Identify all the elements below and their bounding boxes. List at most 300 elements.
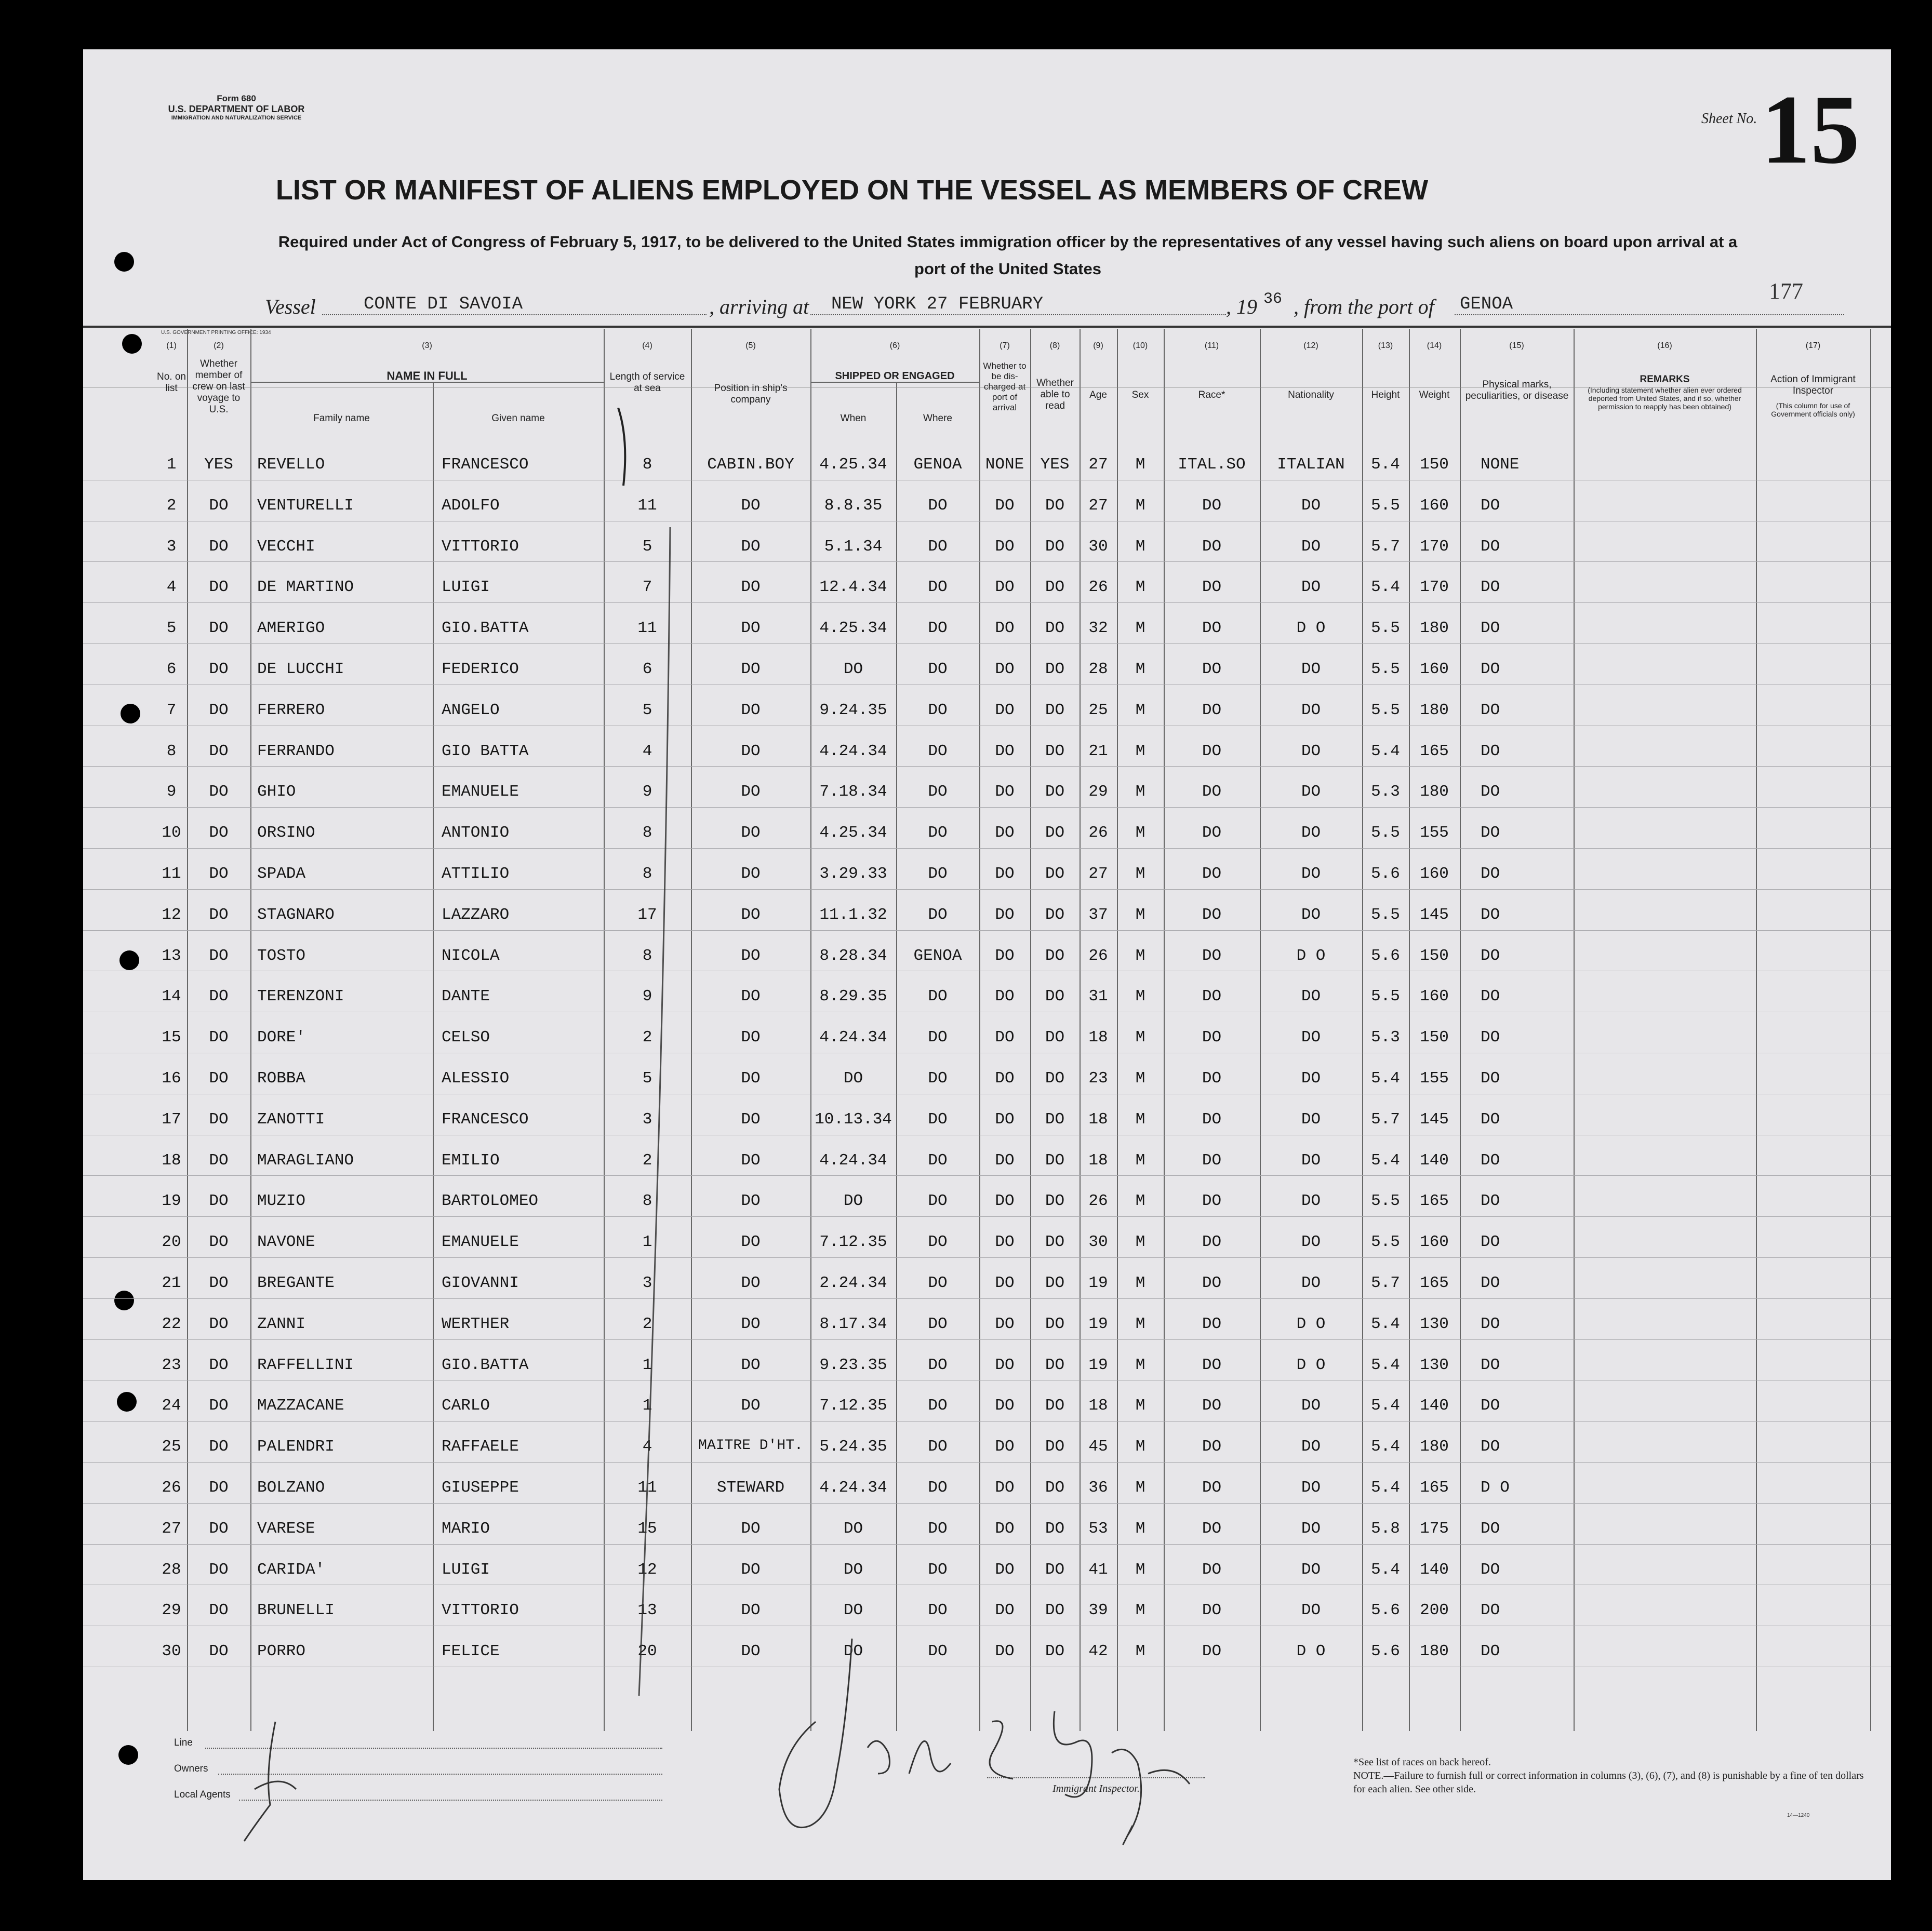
cell-where: DO — [928, 1438, 948, 1456]
cell-when: 7.18.34 — [819, 783, 887, 801]
cell-member: DO — [209, 1069, 229, 1088]
cell-sex: M — [1135, 660, 1145, 678]
cell-no: 21 — [162, 1274, 181, 1292]
cell-no: 10 — [162, 824, 181, 842]
row-rule — [83, 1216, 1891, 1217]
cell-read: DO — [1045, 537, 1065, 556]
cell-length: 11 — [637, 619, 657, 638]
cell-given: DANTE — [442, 987, 490, 1006]
cell-read: DO — [1045, 987, 1065, 1006]
agent-signature-mark — [234, 1711, 317, 1846]
cell-member: DO — [209, 1642, 229, 1661]
arriving-port: NEW YORK 27 FEBRUARY — [831, 294, 1044, 314]
cell-nationality: D O — [1296, 1642, 1326, 1661]
row-rule — [83, 561, 1891, 562]
cell-height: 5.6 — [1371, 1642, 1400, 1661]
cell-where: DO — [928, 987, 948, 1006]
cell-discharged: DO — [995, 1069, 1015, 1088]
cell-given: GIO BATTA — [442, 742, 529, 760]
cell-sex: M — [1135, 1110, 1145, 1129]
cell-length: 1 — [642, 1397, 652, 1415]
table-top-border — [83, 326, 1891, 328]
cell-sex: M — [1135, 1315, 1145, 1333]
cell-length: 4 — [642, 1438, 652, 1456]
cell-no: 8 — [166, 742, 177, 760]
cell-height: 5.3 — [1371, 783, 1400, 801]
cell-member: DO — [209, 1110, 229, 1129]
cell-when: DO — [843, 1069, 863, 1088]
cell-when: DO — [843, 1560, 863, 1579]
cell-nationality: DO — [1301, 1028, 1321, 1047]
cell-weight: 180 — [1420, 619, 1449, 638]
cell-length: 8 — [642, 946, 652, 965]
cell-member: DO — [209, 824, 229, 842]
page-subtitle — [177, 229, 1839, 283]
cell-no: 16 — [162, 1069, 181, 1088]
cell-weight: 150 — [1420, 1028, 1449, 1047]
cell-family: ZANOTTI — [257, 1110, 325, 1129]
header-height: Height — [1371, 390, 1400, 400]
cell-sex: M — [1135, 1560, 1145, 1579]
cell-position: DO — [741, 1192, 761, 1211]
cell-when: 10.13.34 — [815, 1110, 892, 1129]
cell-height: 5.5 — [1371, 987, 1400, 1006]
cell-length: 11 — [637, 1479, 657, 1497]
cell-no: 14 — [162, 987, 181, 1006]
cell-physical: DO — [1481, 783, 1500, 801]
cell-member: DO — [209, 1028, 229, 1047]
footer-line-label: Line — [174, 1737, 193, 1748]
cell-given: BARTOLOMEO — [442, 1192, 539, 1211]
header-shipped: SHIPPED OR ENGAGED — [835, 370, 955, 382]
row-rule — [83, 1462, 1891, 1463]
cell-height: 5.4 — [1371, 578, 1400, 597]
cell-length: 12 — [637, 1560, 657, 1579]
cell-family: AMERIGO — [257, 619, 325, 638]
cell-no: 2 — [166, 496, 177, 515]
cell-member: DO — [209, 1519, 229, 1538]
cell-age: 53 — [1088, 1519, 1108, 1538]
cell-read: DO — [1045, 1519, 1065, 1538]
header-position: Position in ship's company — [714, 383, 788, 405]
cell-race: DO — [1202, 1233, 1222, 1252]
cell-sex: M — [1135, 1356, 1145, 1374]
row-rule — [83, 848, 1891, 849]
cell-where: DO — [928, 1315, 948, 1333]
cell-physical: DO — [1481, 1069, 1500, 1088]
header-sex: Sex — [1131, 390, 1149, 400]
cell-given: CARLO — [442, 1397, 490, 1415]
cell-where: DO — [928, 496, 948, 515]
cell-height: 5.5 — [1371, 701, 1400, 719]
cell-when: 4.25.34 — [819, 455, 887, 474]
cell-no: 17 — [162, 1110, 181, 1129]
row-rule — [83, 602, 1891, 603]
cell-when: 4.24.34 — [819, 1151, 887, 1170]
cell-length: 2 — [642, 1315, 652, 1333]
cell-race: DO — [1202, 1315, 1222, 1333]
cell-physical: DO — [1481, 578, 1500, 597]
cell-read: DO — [1045, 1560, 1065, 1579]
cell-sex: M — [1135, 783, 1145, 801]
cell-age: 18 — [1088, 1110, 1108, 1129]
cell-no: 13 — [162, 946, 181, 965]
cell-given: VITTORIO — [442, 1601, 519, 1620]
cell-age: 18 — [1088, 1028, 1108, 1047]
cell-nationality: DO — [1301, 578, 1321, 597]
vessel-dots — [322, 314, 707, 315]
cell-given: GIO.BATTA — [442, 1356, 529, 1374]
cell-discharged: DO — [995, 824, 1015, 842]
print-office: U.S. GOVERNMENT PRINTING OFFICE: 1934 — [161, 330, 271, 336]
cell-height: 5.5 — [1371, 660, 1400, 678]
cell-given: EMANUELE — [442, 1233, 519, 1252]
cell-position: DO — [741, 537, 761, 556]
cell-nationality: DO — [1301, 1519, 1321, 1538]
cell-race: DO — [1202, 1397, 1222, 1415]
cell-nationality: DO — [1301, 1069, 1321, 1088]
row-rule — [83, 1298, 1891, 1299]
cell-race: DO — [1202, 987, 1222, 1006]
cell-height: 5.4 — [1371, 1560, 1400, 1579]
cell-length: 9 — [642, 783, 652, 801]
cell-where: DO — [928, 1233, 948, 1252]
cell-sex: M — [1135, 578, 1145, 597]
cell-height: 5.8 — [1371, 1519, 1400, 1538]
cell-nationality: D O — [1296, 946, 1326, 965]
cell-nationality: DO — [1301, 742, 1321, 760]
cell-family: RAFFELLINI — [257, 1356, 354, 1374]
row-rule — [83, 1503, 1891, 1504]
cell-height: 5.5 — [1371, 1192, 1400, 1211]
cell-length: 8 — [642, 455, 652, 474]
cell-no: 9 — [166, 783, 177, 801]
cell-given: MARIO — [442, 1519, 490, 1538]
cell-nationality: DO — [1301, 865, 1321, 883]
cell-no: 22 — [162, 1315, 181, 1333]
cell-where: DO — [928, 1642, 948, 1661]
cell-when: 8.17.34 — [819, 1315, 887, 1333]
cell-length: 1 — [642, 1356, 652, 1374]
row-rule — [83, 930, 1891, 931]
cell-when: DO — [843, 1519, 863, 1538]
cell-when: 4.24.34 — [819, 1479, 887, 1497]
footer-owners-label: Owners — [174, 1763, 208, 1774]
cell-sex: M — [1135, 1069, 1145, 1088]
cell-discharged: DO — [995, 1601, 1015, 1620]
cell-family: MUZIO — [257, 1192, 306, 1211]
cell-no: 15 — [162, 1028, 181, 1047]
cell-read: DO — [1045, 578, 1065, 597]
cell-where: DO — [928, 1519, 948, 1538]
cell-nationality: DO — [1301, 660, 1321, 678]
corner-number: 177 — [1769, 278, 1803, 304]
header-nationality: Nationality — [1288, 390, 1334, 400]
cell-where: DO — [928, 905, 948, 924]
cell-race: DO — [1202, 1028, 1222, 1047]
row-rule — [83, 1421, 1891, 1422]
cell-age: 31 — [1088, 987, 1108, 1006]
cell-no: 11 — [162, 865, 181, 883]
cell-discharged: DO — [995, 660, 1015, 678]
cell-family: TOSTO — [257, 946, 306, 965]
row-rule — [83, 1339, 1891, 1340]
cell-length: 2 — [642, 1028, 652, 1047]
header-name-in-full: NAME IN FULL — [387, 369, 468, 382]
cell-length: 20 — [637, 1642, 657, 1661]
cell-discharged: DO — [995, 783, 1015, 801]
cell-race: DO — [1202, 905, 1222, 924]
cell-when: DO — [843, 1601, 863, 1620]
cell-sex: M — [1135, 987, 1145, 1006]
cell-where: DO — [928, 1560, 948, 1579]
cell-no: 12 — [162, 905, 181, 924]
cell-read: DO — [1045, 1110, 1065, 1129]
cell-race: DO — [1202, 701, 1222, 719]
form-identifier — [140, 93, 332, 121]
cell-sex: M — [1135, 537, 1145, 556]
header-where: Where — [923, 413, 952, 424]
cell-where: GENOA — [913, 455, 962, 474]
cell-family: DE LUCCHI — [257, 660, 344, 678]
cell-sex: M — [1135, 865, 1145, 883]
header-action-note: (This column for use of Government officials only) — [1771, 401, 1855, 418]
cell-discharged: DO — [995, 578, 1015, 597]
cell-read: DO — [1045, 619, 1065, 638]
header-family-name: Family name — [313, 413, 370, 424]
cell-member: DO — [209, 1560, 229, 1579]
cell-given: ANGELO — [442, 701, 500, 719]
cell-member: DO — [209, 537, 229, 556]
cell-weight: 165 — [1420, 1274, 1449, 1292]
page-title: LIST OR MANIFEST OF ALIENS EMPLOYED ON THE VESSEL AS MEMBERS OF CREW — [275, 175, 1429, 206]
cell-read: DO — [1045, 1069, 1065, 1088]
cell-physical: DO — [1481, 946, 1500, 965]
cell-sex: M — [1135, 1151, 1145, 1170]
cell-physical: DO — [1481, 824, 1500, 842]
cell-height: 5.4 — [1371, 1438, 1400, 1456]
header-physical: Physical marks, peculiarities, or disease — [1465, 379, 1569, 401]
header-whether-member: Whether member of crew on last voyage to U.S. — [192, 358, 245, 415]
cell-race: DO — [1202, 742, 1222, 760]
cell-member: DO — [209, 1356, 229, 1374]
cell-member: DO — [209, 1438, 229, 1456]
manifest-sheet: Form 680 U.S. DEPARTMENT OF LABOR IMMIGRATION AND NATURALIZATION SERVICE Sheet No. 15 LIST OR MANIFEST OF ALIENS EMPLOYED ON THE VESSEL AS MEMBERS OF CREW Required under Act of Congress of February 5, 1917, to be delivered to the United States immigration officer by the representatives of any vessel having such aliens on board upon arrival at a port of the United States 177 Vessel CONTE DI SAVOIA , arriving at NEW YORK 27 FEBRUARY , 19 36 , from the port of GENOA U.S. GOVERNMENT PRINTING OFFICE: 1934 (1) (2) (3) (4) (5) (6) (7) (8) (9) (10) (11) (12) (13) (14) (15) (16) (17) No. on list Whether member of crew on last voyage to U.S. NAME IN FULL Family name Given name Length of service at sea Position in ship's company SHIPPED OR ENGAGED When Where Whether to be dis-charged at port of arrival Whether able to read Age Sex Race* Nationality Height Weight Physical marks, peculiarities, or disease REMARKS (Including statement whether alien ever ordered deported from United States, and if so, whether permission to reapply has been obtained) Action of Immigrant Inspector (This column for use of Government officials only) 1 YES REVELLO FRANCESCO 8 CABIN.BOY 4.25.34 GENOA NONE YES 27 M ITAL.SO ITALIAN 5.4 150 NONE 2 DO VENTURELLI ADOLFO 11 DO 8.8.35 DO DO DO 27 M DO DO 5.5 160 DO 3 DO VECCHI VITTORIO 5 DO 5.1.34 DO DO DO 30 M DO DO 5.7 170 DO 4 DO DE MARTINO LUIGI 7 DO 12.4.34 DO DO DO 26 M DO DO 5.4 170 DO 5 DO AMERIGO GIO.BATTA 11 DO 4.25.34 DO DO DO 32 M DO D O 5.5 180 DO 6 DO DE LUCCHI FEDERICO 6 DO DO DO DO DO 28 M DO DO 5.5 160 DO 7 DO FERRERO ANGELO 5 DO 9.24.35 DO DO DO 25 M DO DO 5.5 180 DO 8 DO FERRANDO GIO BATTA 4 DO 4.24.34 DO DO DO 21 M DO DO 5.4 165 DO 9 DO GHIO EMANUELE 9 DO 7.18.34 DO DO DO 29 M DO DO 5.3 180 DO 10 DO ORSINO ANTONIO 8 DO 4.25.34 DO DO DO 26 M DO DO 5.5 155 DO 11 DO SPADA ATTILIO 8 DO 3.29.33 DO DO DO 27 M DO DO 5.6 160 DO 12 DO STAGNARO LAZZARO 17 DO 11.1.32 DO DO DO 37 M DO DO 5.5 145 DO 13 DO TOSTO NICOLA 8 DO 8.28.34 GENOA DO DO 26 M DO D O 5.6 150 DO 14 DO TERENZONI DANTE 9 DO 8.29.35 DO DO DO 31 M DO DO 5.5 160 DO 15 DO DORE' CELSO 2 DO 4.24.34 DO DO DO 18 M DO DO 5.3 150 DO 16 DO ROBBA ALESSIO 5 DO DO DO DO DO 23 M DO DO 5.4 155 DO 17 DO ZANOTTI FRANCESCO 3 DO 10.13.34 DO DO DO 18 M DO DO 5.7 145 DO 18 DO MARAGLIANO EMILIO 2 DO 4.24.34 DO DO DO 18 M DO DO 5.4 140 DO 19 DO MUZIO BARTOLOMEO 8 DO DO DO DO DO 26 M DO DO 5.5 165 DO 20 DO NAVONE EMANUELE 1 DO 7.12.35 DO DO DO 30 M DO DO 5.5 160 DO 21 DO BREGANTE GIOVANNI 3 DO 2.24.34 DO DO DO 19 M DO DO 5.7 165 DO 22 DO ZANNI WERTHER 2 DO 8.17.34 DO DO DO 19 M DO D O 5.4 130 DO 23 DO RAFFELLINI GIO.BATTA 1 DO 9.23.35 DO DO DO 19 M DO D O 5.4 130 DO 24 DO MAZZACANE CARLO 1 DO 7.12.35 DO DO DO 18 M DO DO 5.4 140 DO 25 DO PALENDRI RAFFAELE 4 MAITRE D'HT. 5.24.35 DO DO DO 45 M DO DO 5.4 180 DO 26 DO BOLZANO GIUSEPPE 11 STEWARD 4.24.34 DO DO DO 36 M DO DO 5.4 165 D O 27 DO VARESE MARIO 15 DO DO DO DO DO 53 M DO DO 5.8 175 DO 28 DO CARIDA' LUIGI 12 DO DO DO DO DO 41 M DO DO 5.4 140 DO 29 DO BRUNELLI VITTORIO 13 DO DO DO DO DO 39 M DO DO 5.6 200 DO 30 DO PORRO FELICE 20 DO DO DO DO DO 42 M DO D O 5.6 180 DO Line Owners Local Agents Immigrant Inspector. *See list of races on back hereof. NOTE.—Failure to furnish full or correct information in columns (3), (6), (7), and (8) is punishable by a fine of ten dollars for each alien. See other side. 14—1240 — [83, 49, 1891, 1880]
cell-position: DO — [741, 1069, 761, 1088]
cell-family: FERRERO — [257, 701, 325, 719]
cell-length: 5 — [642, 701, 652, 719]
row-rule — [83, 1257, 1891, 1258]
cell-height: 5.4 — [1371, 1356, 1400, 1374]
cell-height: 5.4 — [1371, 1069, 1400, 1088]
cell-length: 1 — [642, 1233, 652, 1252]
cell-race: DO — [1202, 537, 1222, 556]
cell-weight: 160 — [1420, 660, 1449, 678]
cell-discharged: DO — [995, 537, 1015, 556]
cell-when: 2.24.34 — [819, 1274, 887, 1292]
inspector-signature — [681, 1618, 1200, 1867]
cell-member: DO — [209, 783, 229, 801]
cell-physical: DO — [1481, 987, 1500, 1006]
vessel-label: Vessel — [265, 295, 316, 318]
cell-nationality: D O — [1296, 1315, 1326, 1333]
cell-physical: DO — [1481, 1560, 1500, 1579]
cell-length: 3 — [642, 1274, 652, 1292]
department-name: U.S. DEPARTMENT OF LABOR — [168, 104, 305, 114]
cell-physical: DO — [1481, 1110, 1500, 1129]
form-number: Form 680 — [217, 93, 256, 103]
row-rule — [83, 889, 1891, 890]
cell-read: DO — [1045, 1151, 1065, 1170]
cell-no: 28 — [162, 1560, 181, 1579]
cell-discharged: DO — [995, 619, 1015, 638]
cell-sex: M — [1135, 1438, 1145, 1456]
cell-when: 4.24.34 — [819, 742, 887, 760]
cell-member: DO — [209, 1274, 229, 1292]
cell-given: ALESSIO — [442, 1069, 510, 1088]
cell-sex: M — [1135, 1601, 1145, 1620]
cell-age: 30 — [1088, 1233, 1108, 1252]
cell-age: 42 — [1088, 1642, 1108, 1661]
cell-position: DO — [741, 905, 761, 924]
header-length-service: Length of service at sea — [609, 371, 685, 394]
cell-position: DO — [741, 1356, 761, 1374]
cell-nationality: DO — [1301, 824, 1321, 842]
cell-nationality: DO — [1301, 1192, 1321, 1211]
cell-nationality: DO — [1301, 537, 1321, 556]
cell-length: 3 — [642, 1110, 652, 1129]
cell-when: 4.24.34 — [819, 1028, 887, 1047]
cell-where: DO — [928, 537, 948, 556]
cell-age: 29 — [1088, 783, 1108, 801]
cell-nationality: DO — [1301, 1560, 1321, 1579]
cell-physical: D O — [1481, 1479, 1510, 1497]
cell-race: ITAL.SO — [1178, 455, 1246, 474]
cell-family: MAZZACANE — [257, 1397, 344, 1415]
cell-weight: 145 — [1420, 905, 1449, 924]
cell-weight: 170 — [1420, 578, 1449, 597]
cell-position: DO — [741, 1560, 761, 1579]
cell-nationality: DO — [1301, 1397, 1321, 1415]
cell-height: 5.5 — [1371, 1233, 1400, 1252]
cell-sex: M — [1135, 1028, 1145, 1047]
cell-read: DO — [1045, 1028, 1065, 1047]
cell-read: DO — [1045, 742, 1065, 760]
cell-height: 5.6 — [1371, 946, 1400, 965]
cell-sex: M — [1135, 1233, 1145, 1252]
cell-age: 19 — [1088, 1315, 1108, 1333]
cell-weight: 170 — [1420, 537, 1449, 556]
cell-no: 23 — [162, 1356, 181, 1374]
cell-weight: 150 — [1420, 455, 1449, 474]
cell-nationality: DO — [1301, 496, 1321, 515]
cell-read: DO — [1045, 905, 1065, 924]
cell-nationality: DO — [1301, 1110, 1321, 1129]
cell-length: 8 — [642, 865, 652, 883]
cell-sex: M — [1135, 1642, 1145, 1661]
cell-sex: M — [1135, 1274, 1145, 1292]
cell-nationality: ITALIAN — [1277, 455, 1345, 474]
cell-position: DO — [741, 1601, 761, 1620]
footnote — [1353, 1755, 1873, 1796]
punch-hole — [121, 704, 140, 723]
cell-age: 26 — [1088, 824, 1108, 842]
cell-position: DO — [741, 742, 761, 760]
cell-member: DO — [209, 987, 229, 1006]
cell-discharged: DO — [995, 1356, 1015, 1374]
cell-sex: M — [1135, 742, 1145, 760]
cell-read: DO — [1045, 496, 1065, 515]
cell-height: 5.3 — [1371, 1028, 1400, 1047]
header-remarks: REMARKS — [1640, 374, 1690, 385]
arriving-dots — [810, 314, 1226, 315]
cell-read: DO — [1045, 1438, 1065, 1456]
cell-member: DO — [209, 905, 229, 924]
cell-physical: DO — [1481, 537, 1500, 556]
cell-race: DO — [1202, 783, 1222, 801]
cell-family: VENTURELLI — [257, 496, 354, 515]
cell-read: DO — [1045, 946, 1065, 965]
cell-physical: DO — [1481, 1151, 1500, 1170]
cell-given: NICOLA — [442, 946, 500, 965]
cell-nationality: DO — [1301, 1479, 1321, 1497]
cell-given: ANTONIO — [442, 824, 510, 842]
cell-read: DO — [1045, 783, 1065, 801]
cell-member: DO — [209, 1233, 229, 1252]
cell-position: DO — [741, 1274, 761, 1292]
cell-discharged: DO — [995, 1642, 1015, 1661]
cell-family: BOLZANO — [257, 1479, 325, 1497]
header-when: When — [840, 413, 867, 424]
cell-physical: DO — [1481, 1642, 1500, 1661]
cell-when: 5.24.35 — [819, 1438, 887, 1456]
cell-read: DO — [1045, 1233, 1065, 1252]
cell-where: DO — [928, 1356, 948, 1374]
cell-physical: DO — [1481, 660, 1500, 678]
cell-position: DO — [741, 1151, 761, 1170]
cell-weight: 180 — [1420, 783, 1449, 801]
cell-family: STAGNARO — [257, 905, 335, 924]
cell-no: 24 — [162, 1397, 181, 1415]
cell-position: DO — [741, 1233, 761, 1252]
cell-read: DO — [1045, 1601, 1065, 1620]
cell-height: 5.4 — [1371, 1151, 1400, 1170]
cell-nationality: DO — [1301, 905, 1321, 924]
cell-position: DO — [741, 578, 761, 597]
cell-family: PORRO — [257, 1642, 306, 1661]
cell-weight: 145 — [1420, 1110, 1449, 1129]
cell-weight: 165 — [1420, 742, 1449, 760]
sheet-number-label: Sheet No. — [1701, 111, 1757, 127]
cell-discharged: DO — [995, 1151, 1015, 1170]
service-name: IMMIGRATION AND NATURALIZATION SERVICE — [171, 115, 302, 121]
cell-family: DE MARTINO — [257, 578, 354, 597]
from-label: , from the port of — [1294, 295, 1434, 318]
cell-weight: 130 — [1420, 1315, 1449, 1333]
cell-where: DO — [928, 619, 948, 638]
cell-discharged: DO — [995, 1110, 1015, 1129]
cell-physical: DO — [1481, 1192, 1500, 1211]
cell-length: 11 — [637, 496, 657, 515]
cell-read: DO — [1045, 1315, 1065, 1333]
cell-physical: DO — [1481, 1397, 1500, 1415]
cell-height: 5.4 — [1371, 455, 1400, 474]
cell-given: FEDERICO — [442, 660, 519, 678]
punch-hole — [114, 1291, 134, 1310]
cell-age: 18 — [1088, 1151, 1108, 1170]
cell-position: DO — [741, 824, 761, 842]
cell-member: DO — [209, 1397, 229, 1415]
